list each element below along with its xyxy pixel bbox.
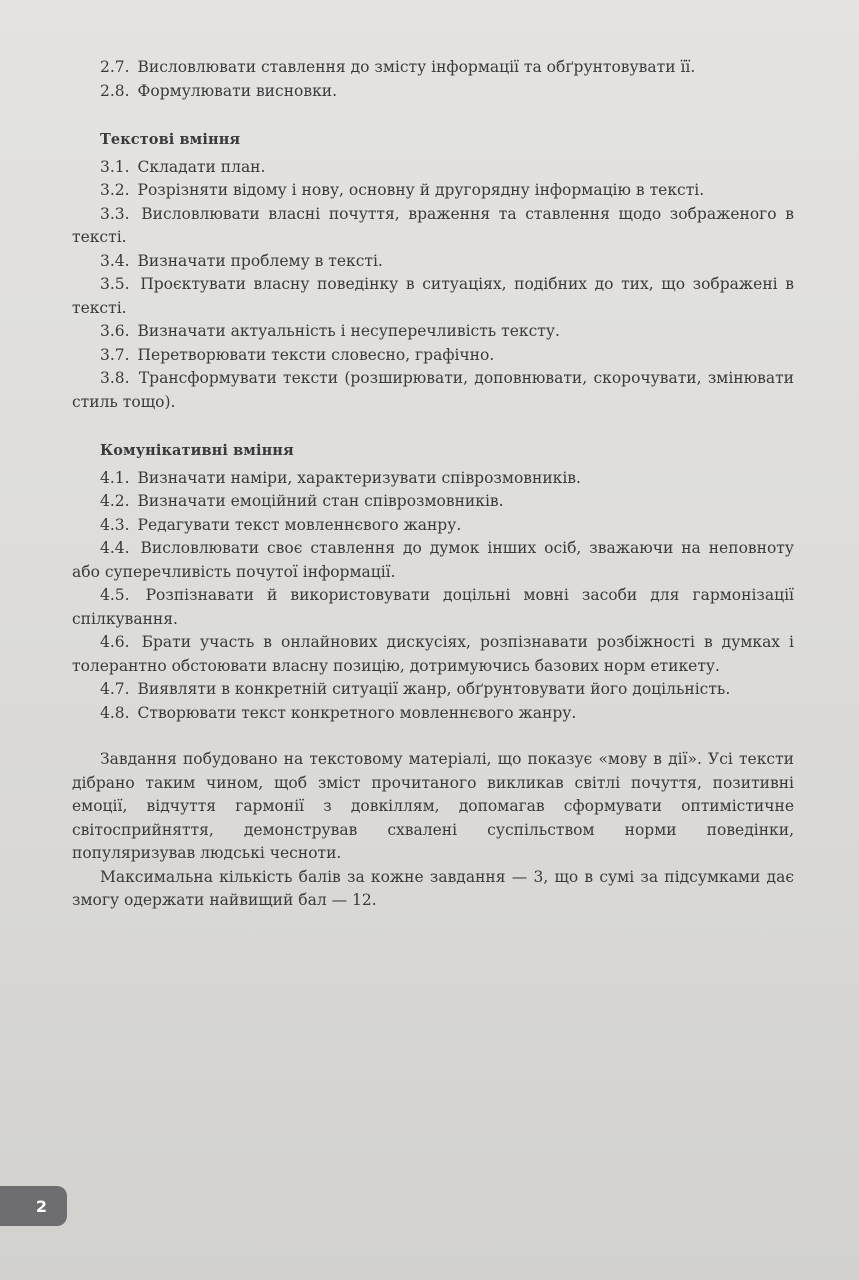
list-item — [72, 56, 794, 80]
item-number: 3.3. — [100, 204, 130, 223]
item-text: Редагувати текст мовленнєвого жанру. — [137, 515, 462, 534]
item-number: 4.7. — [100, 680, 130, 698]
item-text: Висловлювати своє ставлення до думок інших осіб, зважаючи на неповноту або суперечливість почутої інформації. — [72, 539, 794, 581]
item-text: Розпізнавати й використовувати доцільні мовні засоби для гармонізації спілкування. — [72, 586, 794, 628]
closing-text — [72, 748, 794, 913]
item-number: 3.8. — [100, 369, 130, 387]
section-heading: Текстові вміння — [100, 131, 241, 148]
item-text: Брати участь в онлайнових дискусіях, розпізнавати розбіжності в думках і толерантно обстоювати власну позицію, дотримуючись базових норм етикету. — [72, 633, 794, 675]
item-text: Визначати емоційний стан співрозмовників. — [137, 492, 504, 510]
list-item — [72, 702, 794, 726]
item-number: 3.7. — [100, 345, 130, 364]
item-text: Висловлювати власні почуття, враження та ставлення щодо зображеного в тексті. — [72, 204, 794, 246]
list-item — [72, 203, 794, 250]
page-number: 2 — [35, 1196, 47, 1216]
item-text: Визначати проблему в тексті. — [137, 251, 383, 270]
closing-paragraph: Максимальна кількість балів за кожне завдання — 3, що в сумі за підсумками дає змогу одержати найвищий бал — 12. — [72, 867, 794, 909]
item-text: Висловлювати ставлення до змісту інформації та обґрунтовувати її. — [137, 58, 696, 76]
item-number: 4.3. — [100, 515, 130, 534]
list-item — [72, 367, 794, 414]
list-item — [72, 273, 794, 320]
item-number: 4.2. — [100, 492, 130, 510]
list-item — [72, 179, 794, 203]
item-text: Перетворювати тексти словесно, графічно. — [137, 345, 495, 364]
section-heading: Комунікативні вміння — [100, 442, 294, 459]
page-content — [72, 56, 794, 913]
item-text: Складати план. — [137, 157, 266, 176]
list-item — [72, 80, 794, 104]
item-text: Проєктувати власну поведінку в ситуаціях, подібних до тих, що зображені в тексті. — [72, 275, 794, 317]
section-2-tail — [72, 56, 794, 103]
list-item — [72, 490, 794, 514]
page-number-tab — [0, 1186, 67, 1226]
item-text: Створювати текст конкретного мовленнєвого жанру. — [137, 703, 577, 722]
list-item — [72, 584, 794, 631]
list-item — [72, 320, 794, 344]
item-text: Визначати наміри, характеризувати співрозмовників. — [137, 468, 581, 487]
item-number: 3.5. — [100, 275, 130, 293]
item-number: 4.8. — [100, 703, 130, 722]
item-number: 3.4. — [100, 251, 130, 270]
item-number: 3.6. — [100, 322, 130, 340]
item-number: 3.1. — [100, 157, 130, 176]
item-number: 2.8. — [100, 81, 130, 100]
item-text: Виявляти в конкретній ситуації жанр, обґрунтовувати його доцільність. — [137, 680, 731, 698]
item-text: Трансформувати тексти (розширювати, доповнювати, скорочувати, змінювати стиль тощо). — [72, 369, 794, 411]
list-item — [72, 631, 794, 678]
list-item — [72, 344, 794, 368]
list-item — [72, 537, 794, 584]
item-number: 4.4. — [100, 539, 130, 557]
item-number: 4.1. — [100, 468, 130, 487]
list-item — [72, 250, 794, 274]
list-item — [72, 678, 794, 702]
item-text: Визначати актуальність і несуперечливість тексту. — [137, 322, 560, 340]
item-number: 2.7. — [100, 58, 130, 76]
section-4 — [72, 439, 794, 725]
item-text: Формулювати висновки. — [137, 81, 338, 100]
item-number: 4.5. — [100, 586, 130, 604]
item-number: 3.2. — [100, 181, 130, 199]
section-3 — [72, 128, 794, 414]
list-item — [72, 514, 794, 538]
list-item — [72, 156, 794, 180]
closing-paragraph: Завдання побудовано на текстовому матеріалі, що показує «мову в дії». Усі тексти дібрано таким чином, щоб зміст прочитаного викликав світлі почуття, позитивні емоції, відчуття гармонії з довкіллям, допомагав сформувати оптимістичне світосприйняття, демонстрував схвалені суспільством норми поведінки, популяризував людські чесноти. — [72, 750, 794, 862]
item-text: Розрізняти відому і нову, основну й другорядну інформацію в тексті. — [137, 181, 705, 199]
item-number: 4.6. — [100, 633, 130, 651]
list-item — [72, 467, 794, 491]
